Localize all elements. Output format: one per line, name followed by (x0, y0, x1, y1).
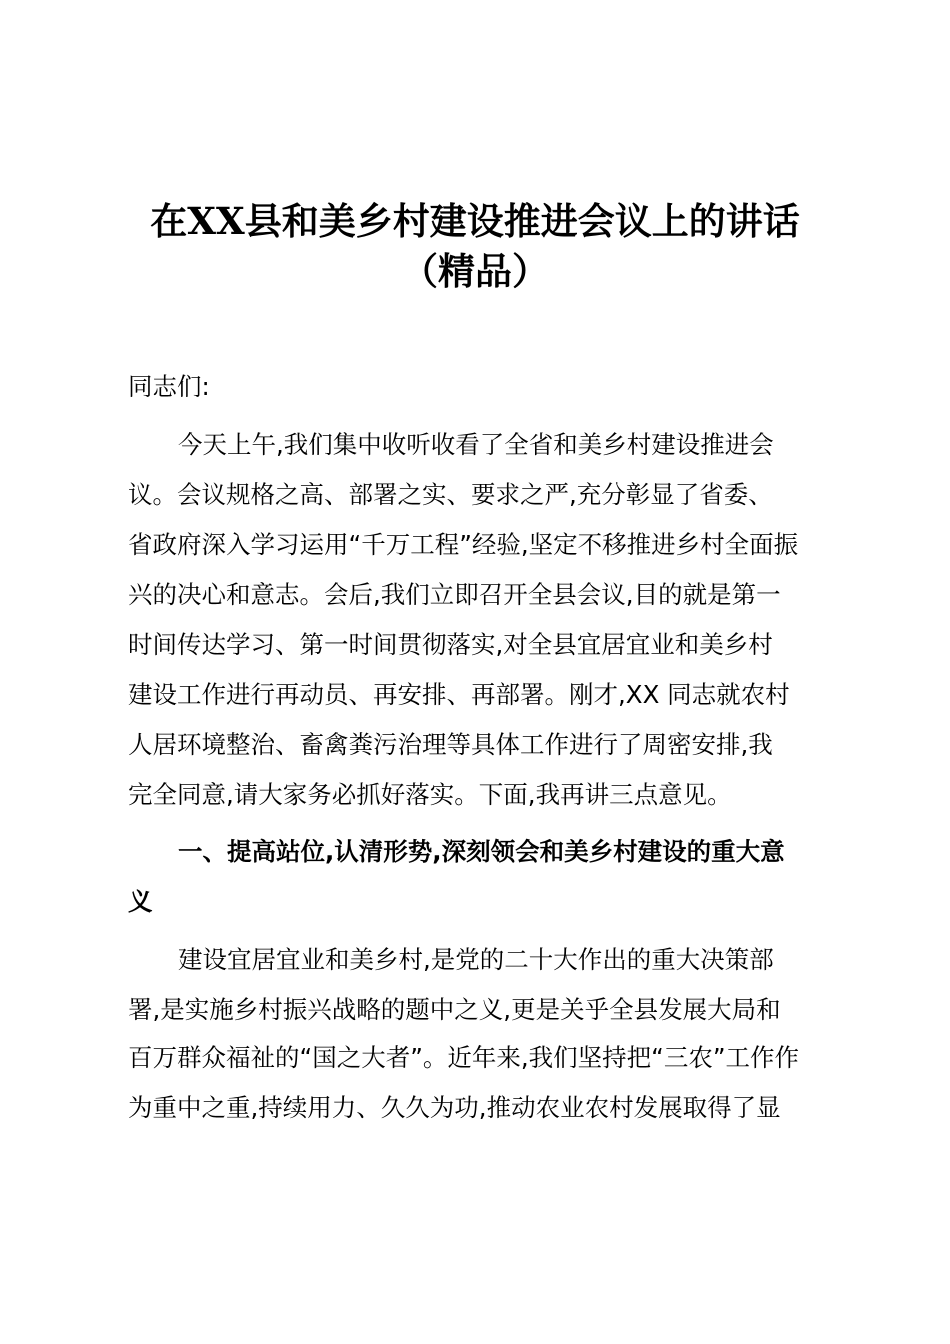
paragraph-line: 时间传达学习、第一时间贯彻落实,对全县宜居宜业和美乡村 (128, 630, 773, 659)
document-title (128, 196, 822, 296)
paragraph-line: 署,是实施乡村振兴战略的题中之义,更是关乎全县发展大局和 (128, 995, 781, 1024)
paragraph-line: 完全同意,请大家务必抓好落实。下面,我再讲三点意见。 (128, 780, 732, 809)
paragraph-line: 建设宜居宜业和美乡村,是党的二十大作出的重大决策部 (178, 945, 774, 974)
title-line-2: （精品） (401, 249, 549, 293)
paragraph-line: 为重中之重,持续用力、久久为功,推动农业农村发展取得了显 (128, 1093, 781, 1122)
heading-line: 义 (128, 887, 153, 916)
heading-line: 一、提高站位,认清形势,深刻领会和美乡村建设的重大意 (178, 837, 785, 866)
paragraph-line: 议。会议规格之高、部署之实、要求之严,充分彰显了省委、 (128, 480, 773, 509)
paragraph-line: 兴的决心和意志。会后,我们立即召开全县会议,目的就是第一 (128, 580, 781, 609)
paragraph-line: 百万群众福祉的“国之大者”。近年来,我们坚持把“三农”工作作 (128, 1043, 800, 1072)
salutation: 同志们: (128, 372, 210, 401)
paragraph-line: 人居环境整治、畜禽粪污治理等具体工作进行了周密安排,我 (128, 730, 773, 759)
paragraph-line: 今天上午,我们集中收听收看了全省和美乡村建设推进会 (178, 430, 774, 459)
paragraph-line: 省政府深入学习运用“千万工程”经验,坚定不移推进乡村全面振 (128, 530, 799, 559)
title-line-1: 在XX县和美乡村建设推进会议上的讲话 (150, 199, 800, 243)
paragraph-line: 建设工作进行再动员、再安排、再部署。刚才,XX 同志就农村 (128, 680, 790, 709)
